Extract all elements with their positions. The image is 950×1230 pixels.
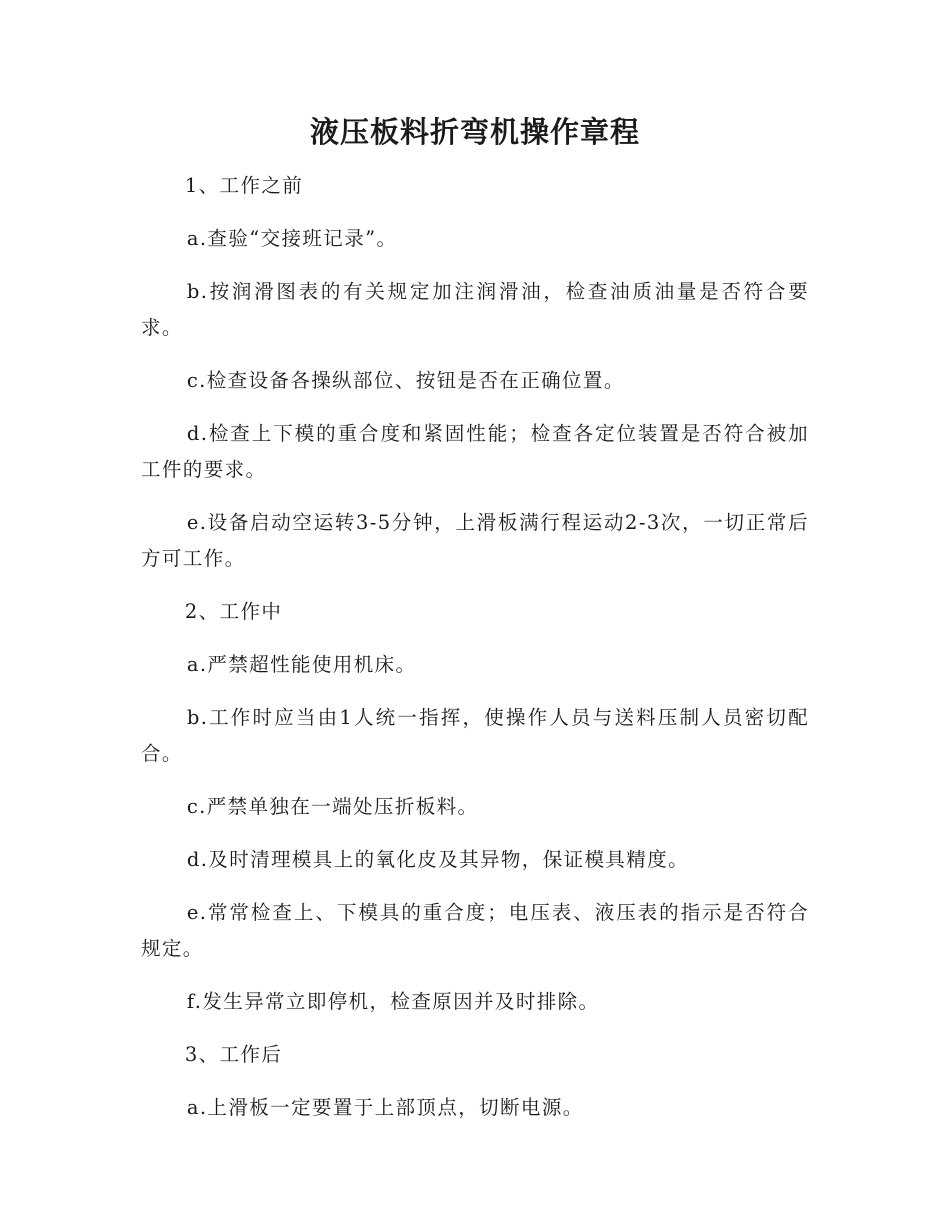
list-item: a.查验“交接班记录”。 [186,227,398,250]
section-heading: 1、工作之前 [184,174,304,197]
list-item: e.常常检查上、下模具的重合度；电压表、液压表的指示是否符合规定。 [141,901,809,960]
document-title: 液压板料折弯机操作章程 [309,115,640,149]
list-item: a.上滑板一定要置于上部顶点，切断电源。 [186,1096,584,1119]
document-body [141,168,809,1143]
list-item: b.工作时应当由1人统一指挥，使操作人员与送料压制人员密切配合。 [141,706,809,765]
list-item: c.严禁单独在一端处压折板料。 [186,795,479,818]
list-item: a.严禁超性能使用机床。 [186,653,417,676]
list-item: d.检查上下模的重合度和紧固性能；检查各定位装置是否符合被加工件的要求。 [141,422,809,481]
list-item: b.按润滑图表的有关规定加注润滑油，检查油质油量是否符合要求。 [141,280,809,339]
list-item: d.及时清理模具上的氧化皮及其异物，保证模具精度。 [186,848,689,871]
list-item: e.设备启动空运转3-5分钟，上滑板满行程运动2-3次，一切正常后方可工作。 [141,511,809,570]
list-item: f.发生异常立即停机，检查原因并及时排除。 [186,990,600,1013]
section-heading: 3、工作后 [184,1043,283,1066]
section-heading: 2、工作中 [184,600,283,623]
list-item: c.检查设备各操纵部位、按钮是否在正确位置。 [186,369,625,392]
